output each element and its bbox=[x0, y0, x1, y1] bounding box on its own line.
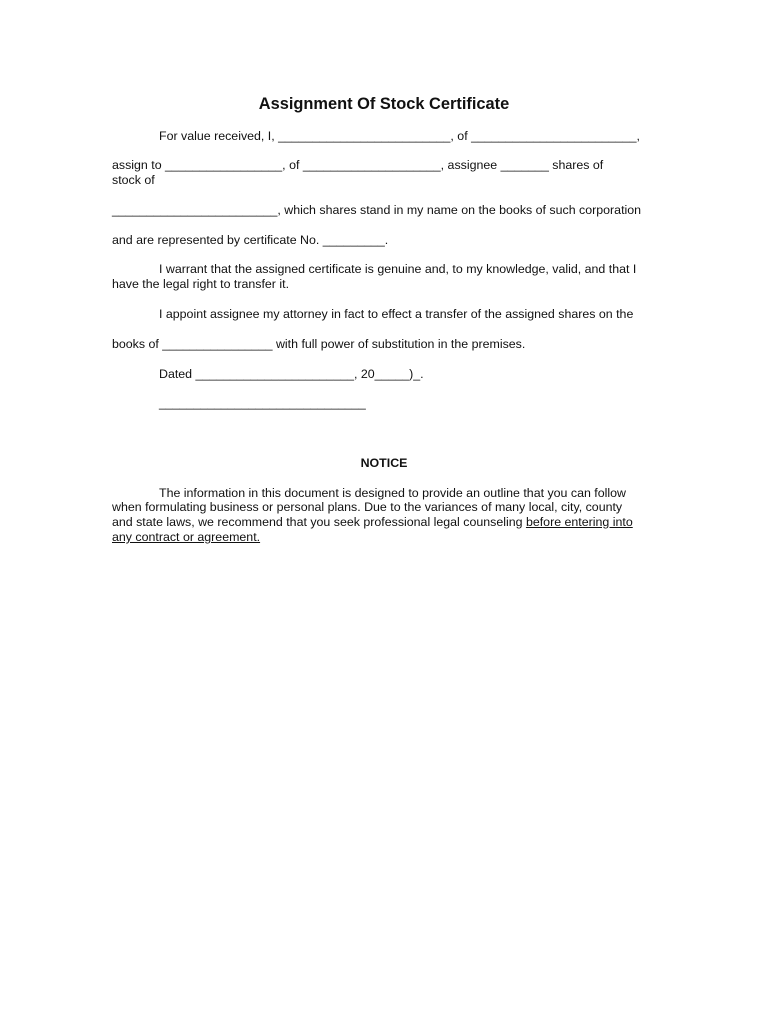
notice-line-3 bbox=[112, 515, 657, 530]
paragraph-warrant: I warrant that the assigned certificate is genuine and, to my knowledge, valid, and that I bbox=[159, 262, 637, 276]
notice-line-2: when formulating business or personal plans. Due to the variances of many local, city, county bbox=[112, 500, 623, 514]
document-title: Assignment Of Stock Certificate bbox=[258, 95, 510, 113]
signature-line: ______________________________ bbox=[159, 396, 366, 410]
paragraph-value-received: For value received, I, _________________________, of ________________________, bbox=[159, 129, 640, 143]
notice-line-1: The information in this document is designed to provide an outline that you can follow bbox=[159, 486, 626, 500]
paragraph-shares-stand: ________________________, which shares stand in my name on the books of such corporation bbox=[112, 203, 642, 217]
paragraph-assign-to-cont: stock of bbox=[112, 173, 155, 187]
paragraph-assign-to: assign to _________________, of ____________________, assignee _______ shares of bbox=[112, 158, 604, 172]
paragraph-certificate-number: and are represented by certificate No. _________. bbox=[112, 233, 389, 247]
notice-line-3-underlined: before entering into bbox=[525, 515, 633, 529]
notice-title: NOTICE bbox=[360, 456, 408, 470]
paragraph-warrant-cont: have the legal right to transfer it. bbox=[112, 277, 290, 291]
notice-line-4 bbox=[112, 530, 657, 545]
notice-line-3-text: and state laws, we recommend that you seek professional legal counseling bbox=[112, 515, 526, 529]
paragraph-books-of: books of ________________ with full power of substitution in the premises. bbox=[112, 337, 526, 351]
paragraph-appoint-attorney: I appoint assignee my attorney in fact to effect a transfer of the assigned shares on the bbox=[159, 307, 634, 321]
notice-line-4-underlined: any contract or agreement. bbox=[112, 530, 261, 544]
dated-line: Dated _______________________, 20_____)_. bbox=[159, 367, 424, 381]
